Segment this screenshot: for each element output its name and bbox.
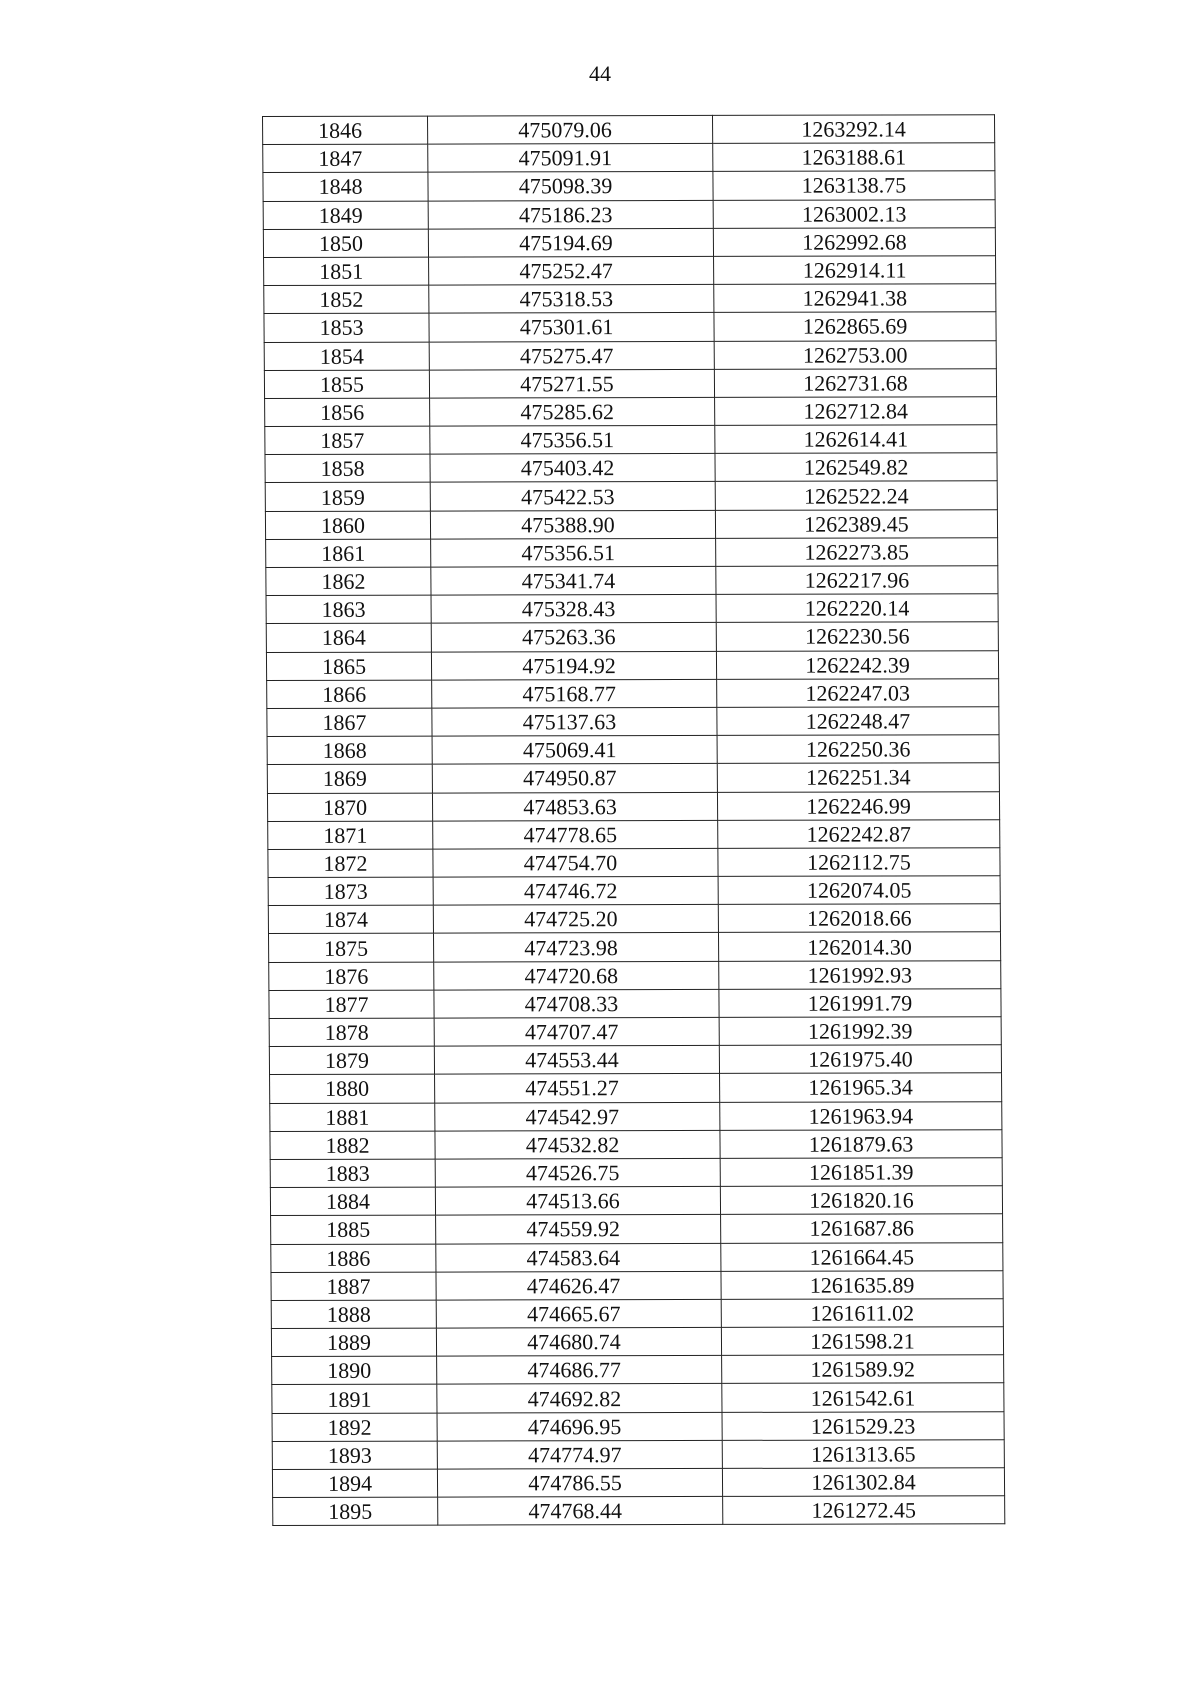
x-coordinate-cell: 474707.47: [434, 1017, 719, 1046]
x-coordinate-cell: 474583.64: [436, 1243, 721, 1272]
table-row: [272, 1355, 1004, 1385]
y-coordinate-cell: 1263002.13: [713, 199, 995, 228]
point-number-cell: 1857: [265, 426, 430, 455]
point-number-cell: 1877: [269, 990, 434, 1019]
y-coordinate-cell: 1261635.89: [721, 1270, 1003, 1299]
point-number-cell: 1849: [263, 201, 428, 230]
x-coordinate-cell: 474692.82: [437, 1384, 722, 1413]
point-number-cell: 1867: [267, 708, 432, 737]
table-row: [263, 171, 995, 201]
y-coordinate-cell: 1261963.94: [720, 1101, 1002, 1130]
table-row: [270, 1073, 1002, 1103]
point-number-cell: 1863: [266, 595, 431, 624]
x-coordinate-cell: 474725.20: [433, 905, 718, 934]
x-coordinate-cell: 475318.53: [429, 285, 714, 314]
x-coordinate-cell: 474686.77: [437, 1356, 722, 1385]
table-row: [268, 932, 1000, 962]
point-number-cell: 1873: [268, 877, 433, 906]
table-row: [272, 1440, 1004, 1470]
point-number-cell: 1847: [263, 144, 428, 173]
table-row: [272, 1468, 1004, 1498]
point-number-cell: 1859: [265, 483, 430, 512]
x-coordinate-cell: 474774.97: [437, 1440, 722, 1469]
table-row: [269, 989, 1001, 1019]
table-row: [264, 284, 996, 314]
point-number-cell: 1869: [267, 764, 432, 793]
point-number-cell: 1881: [270, 1103, 435, 1132]
table-row: [268, 876, 1000, 906]
table-row: [265, 481, 997, 511]
x-coordinate-cell: 474768.44: [438, 1497, 723, 1526]
x-coordinate-cell: 475252.47: [429, 256, 714, 285]
y-coordinate-cell: 1261589.92: [722, 1355, 1004, 1384]
table-row: [271, 1299, 1003, 1329]
table-row: [265, 425, 997, 455]
point-number-cell: 1861: [266, 539, 431, 568]
table-row: [271, 1270, 1003, 1300]
y-coordinate-cell: 1261598.21: [721, 1327, 1003, 1356]
point-number-cell: 1895: [273, 1497, 438, 1526]
point-number-cell: 1864: [266, 623, 431, 652]
x-coordinate-cell: 474551.27: [435, 1074, 720, 1103]
point-number-cell: 1886: [271, 1244, 436, 1273]
table-row: [270, 1186, 1002, 1216]
x-coordinate-cell: 474559.92: [436, 1215, 721, 1244]
table-row: [273, 1496, 1005, 1526]
table-row: [268, 819, 1000, 849]
y-coordinate-cell: 1261687.86: [721, 1214, 1003, 1243]
point-number-cell: 1874: [268, 905, 433, 934]
x-coordinate-cell: 475422.53: [430, 482, 715, 511]
y-coordinate-cell: 1261991.79: [719, 989, 1001, 1018]
y-coordinate-cell: 1263188.61: [713, 143, 995, 172]
table-row: [266, 622, 998, 652]
x-coordinate-cell: 475186.23: [428, 200, 713, 229]
table-row: [272, 1411, 1004, 1441]
y-coordinate-cell: 1262018.66: [718, 904, 1000, 933]
table-row: [266, 538, 998, 568]
table-row: [266, 650, 998, 680]
point-number-cell: 1882: [270, 1131, 435, 1160]
point-number-cell: 1852: [264, 285, 429, 314]
point-number-cell: 1848: [263, 172, 428, 201]
coordinates-table-wrapper: [262, 114, 1004, 1526]
x-coordinate-cell: 474542.97: [435, 1102, 720, 1131]
point-number-cell: 1851: [264, 257, 429, 286]
table-row: [268, 848, 1000, 878]
y-coordinate-cell: 1262246.99: [717, 791, 999, 820]
x-coordinate-cell: 474778.65: [433, 820, 718, 849]
table-row: [272, 1383, 1004, 1413]
y-coordinate-cell: 1261992.39: [719, 1017, 1001, 1046]
y-coordinate-cell: 1261851.39: [720, 1158, 1002, 1187]
table-row: [263, 227, 995, 257]
table-row: [266, 566, 998, 596]
x-coordinate-cell: 475285.62: [430, 397, 715, 426]
point-number-cell: 1856: [265, 398, 430, 427]
x-coordinate-cell: 474708.33: [434, 989, 719, 1018]
point-number-cell: 1860: [265, 511, 430, 540]
table-row: [264, 312, 996, 342]
point-number-cell: 1893: [272, 1441, 437, 1470]
point-number-cell: 1868: [267, 736, 432, 765]
x-coordinate-cell: 474754.70: [433, 848, 718, 877]
y-coordinate-cell: 1262251.34: [717, 763, 999, 792]
y-coordinate-cell: 1261992.93: [719, 960, 1001, 989]
x-coordinate-cell: 475194.69: [428, 228, 713, 257]
table-row: [270, 1129, 1002, 1159]
point-number-cell: 1870: [267, 793, 432, 822]
x-coordinate-cell: 475263.36: [431, 623, 716, 652]
y-coordinate-cell: 1261879.63: [720, 1129, 1002, 1158]
y-coordinate-cell: 1262389.45: [715, 509, 997, 538]
x-coordinate-cell: 474723.98: [433, 933, 718, 962]
y-coordinate-cell: 1262753.00: [714, 340, 996, 369]
y-coordinate-cell: 1261820.16: [720, 1186, 1002, 1215]
table-row: [263, 143, 995, 173]
y-coordinate-cell: 1262250.36: [717, 735, 999, 764]
x-coordinate-cell: 474786.55: [437, 1468, 722, 1497]
point-number-cell: 1885: [271, 1215, 436, 1244]
x-coordinate-cell: 474553.44: [434, 1046, 719, 1075]
point-number-cell: 1884: [270, 1187, 435, 1216]
x-coordinate-cell: 475098.39: [428, 172, 713, 201]
y-coordinate-cell: 1263138.75: [713, 171, 995, 200]
x-coordinate-cell: 474746.72: [433, 876, 718, 905]
x-coordinate-cell: 474853.63: [432, 792, 717, 821]
x-coordinate-cell: 475356.51: [430, 425, 715, 454]
point-number-cell: 1892: [272, 1413, 437, 1442]
table-row: [267, 735, 999, 765]
y-coordinate-cell: 1262992.68: [713, 227, 995, 256]
x-coordinate-cell: 475341.74: [431, 566, 716, 595]
table-row: [269, 1045, 1001, 1075]
point-number-cell: 1858: [265, 454, 430, 483]
point-number-cell: 1865: [266, 652, 431, 681]
x-coordinate-cell: 475356.51: [431, 538, 716, 567]
y-coordinate-cell: 1262941.38: [714, 284, 996, 313]
x-coordinate-cell: 475301.61: [429, 313, 714, 342]
y-coordinate-cell: 1262865.69: [714, 312, 996, 341]
y-coordinate-cell: 1262248.47: [717, 707, 999, 736]
point-number-cell: 1846: [263, 116, 428, 145]
x-coordinate-cell: 475328.43: [431, 595, 716, 624]
x-coordinate-cell: 475271.55: [429, 369, 714, 398]
y-coordinate-cell: 1262914.11: [714, 256, 996, 285]
point-number-cell: 1850: [263, 229, 428, 258]
y-coordinate-cell: 1261272.45: [723, 1496, 1005, 1525]
table-row: [270, 1158, 1002, 1188]
x-coordinate-cell: 474513.66: [435, 1187, 720, 1216]
point-number-cell: 1872: [268, 849, 433, 878]
y-coordinate-cell: 1262522.24: [715, 481, 997, 510]
table-row: [269, 1017, 1001, 1047]
y-coordinate-cell: 1262242.39: [716, 650, 998, 679]
y-coordinate-cell: 1262217.96: [716, 566, 998, 595]
point-number-cell: 1889: [271, 1328, 436, 1357]
y-coordinate-cell: 1261611.02: [721, 1299, 1003, 1328]
table-row: [270, 1101, 1002, 1131]
point-number-cell: 1891: [272, 1385, 437, 1414]
table-row: [265, 509, 997, 539]
y-coordinate-cell: 1262614.41: [715, 425, 997, 454]
y-coordinate-cell: 1262712.84: [715, 397, 997, 426]
table-row: [271, 1242, 1003, 1272]
point-number-cell: 1890: [272, 1356, 437, 1385]
table-row: [267, 791, 999, 821]
y-coordinate-cell: 1261965.34: [720, 1073, 1002, 1102]
point-number-cell: 1879: [269, 1046, 434, 1075]
x-coordinate-cell: 475069.41: [432, 736, 717, 765]
y-coordinate-cell: 1262014.30: [718, 932, 1000, 961]
point-number-cell: 1853: [264, 313, 429, 342]
page-number: 44: [589, 61, 611, 86]
point-number-cell: 1855: [264, 370, 429, 399]
x-coordinate-cell: 475275.47: [429, 341, 714, 370]
x-coordinate-cell: 475194.92: [431, 651, 716, 680]
point-number-cell: 1883: [270, 1159, 435, 1188]
table-row: [267, 707, 999, 737]
table-row: [266, 594, 998, 624]
y-coordinate-cell: 1261529.23: [722, 1411, 1004, 1440]
y-coordinate-cell: 1262074.05: [718, 876, 1000, 905]
point-number-cell: 1875: [268, 934, 433, 963]
table-row: [264, 368, 996, 398]
point-number-cell: 1894: [272, 1469, 437, 1498]
y-coordinate-cell: 1262112.75: [718, 848, 1000, 877]
y-coordinate-cell: 1261975.40: [719, 1045, 1001, 1074]
x-coordinate-cell: 474626.47: [436, 1271, 721, 1300]
x-coordinate-cell: 474950.87: [432, 764, 717, 793]
point-number-cell: 1880: [270, 1074, 435, 1103]
y-coordinate-cell: 1262220.14: [716, 594, 998, 623]
x-coordinate-cell: 474696.95: [437, 1412, 722, 1441]
x-coordinate-cell: 474532.82: [435, 1130, 720, 1159]
y-coordinate-cell: 1261542.61: [722, 1383, 1004, 1412]
y-coordinate-cell: 1261664.45: [721, 1242, 1003, 1271]
x-coordinate-cell: 474720.68: [434, 961, 719, 990]
table-row: [267, 678, 999, 708]
table-row: [265, 397, 997, 427]
x-coordinate-cell: 474665.67: [436, 1299, 721, 1328]
y-coordinate-cell: 1262242.87: [718, 819, 1000, 848]
point-number-cell: 1887: [271, 1272, 436, 1301]
y-coordinate-cell: 1261313.65: [722, 1440, 1004, 1469]
table-row: [264, 340, 996, 370]
table-row: [268, 904, 1000, 934]
point-number-cell: 1876: [269, 962, 434, 991]
y-coordinate-cell: 1263292.14: [712, 115, 994, 144]
x-coordinate-cell: 475137.63: [432, 707, 717, 736]
x-coordinate-cell: 475079.06: [427, 115, 712, 144]
table-row: [265, 453, 997, 483]
y-coordinate-cell: 1261302.84: [722, 1468, 1004, 1497]
table-row: [271, 1327, 1003, 1357]
point-number-cell: 1854: [264, 342, 429, 371]
point-number-cell: 1878: [269, 1018, 434, 1047]
coordinates-table: [262, 114, 1005, 1526]
x-coordinate-cell: 475168.77: [432, 679, 717, 708]
table-row: [263, 199, 995, 229]
x-coordinate-cell: 474526.75: [435, 1158, 720, 1187]
x-coordinate-cell: 475388.90: [430, 510, 715, 539]
point-number-cell: 1871: [268, 821, 433, 850]
table-row: [269, 960, 1001, 990]
x-coordinate-cell: 475403.42: [430, 454, 715, 483]
y-coordinate-cell: 1262731.68: [714, 368, 996, 397]
coordinates-table-body: [263, 115, 1005, 1526]
x-coordinate-cell: 474680.74: [436, 1327, 721, 1356]
point-number-cell: 1862: [266, 567, 431, 596]
x-coordinate-cell: 475091.91: [428, 144, 713, 173]
table-row: [271, 1214, 1003, 1244]
point-number-cell: 1888: [271, 1300, 436, 1329]
table-row: [267, 763, 999, 793]
y-coordinate-cell: 1262273.85: [716, 538, 998, 567]
table-row: [264, 256, 996, 286]
point-number-cell: 1866: [267, 680, 432, 709]
y-coordinate-cell: 1262247.03: [717, 678, 999, 707]
y-coordinate-cell: 1262230.56: [716, 622, 998, 651]
table-row: [263, 115, 995, 145]
y-coordinate-cell: 1262549.82: [715, 453, 997, 482]
